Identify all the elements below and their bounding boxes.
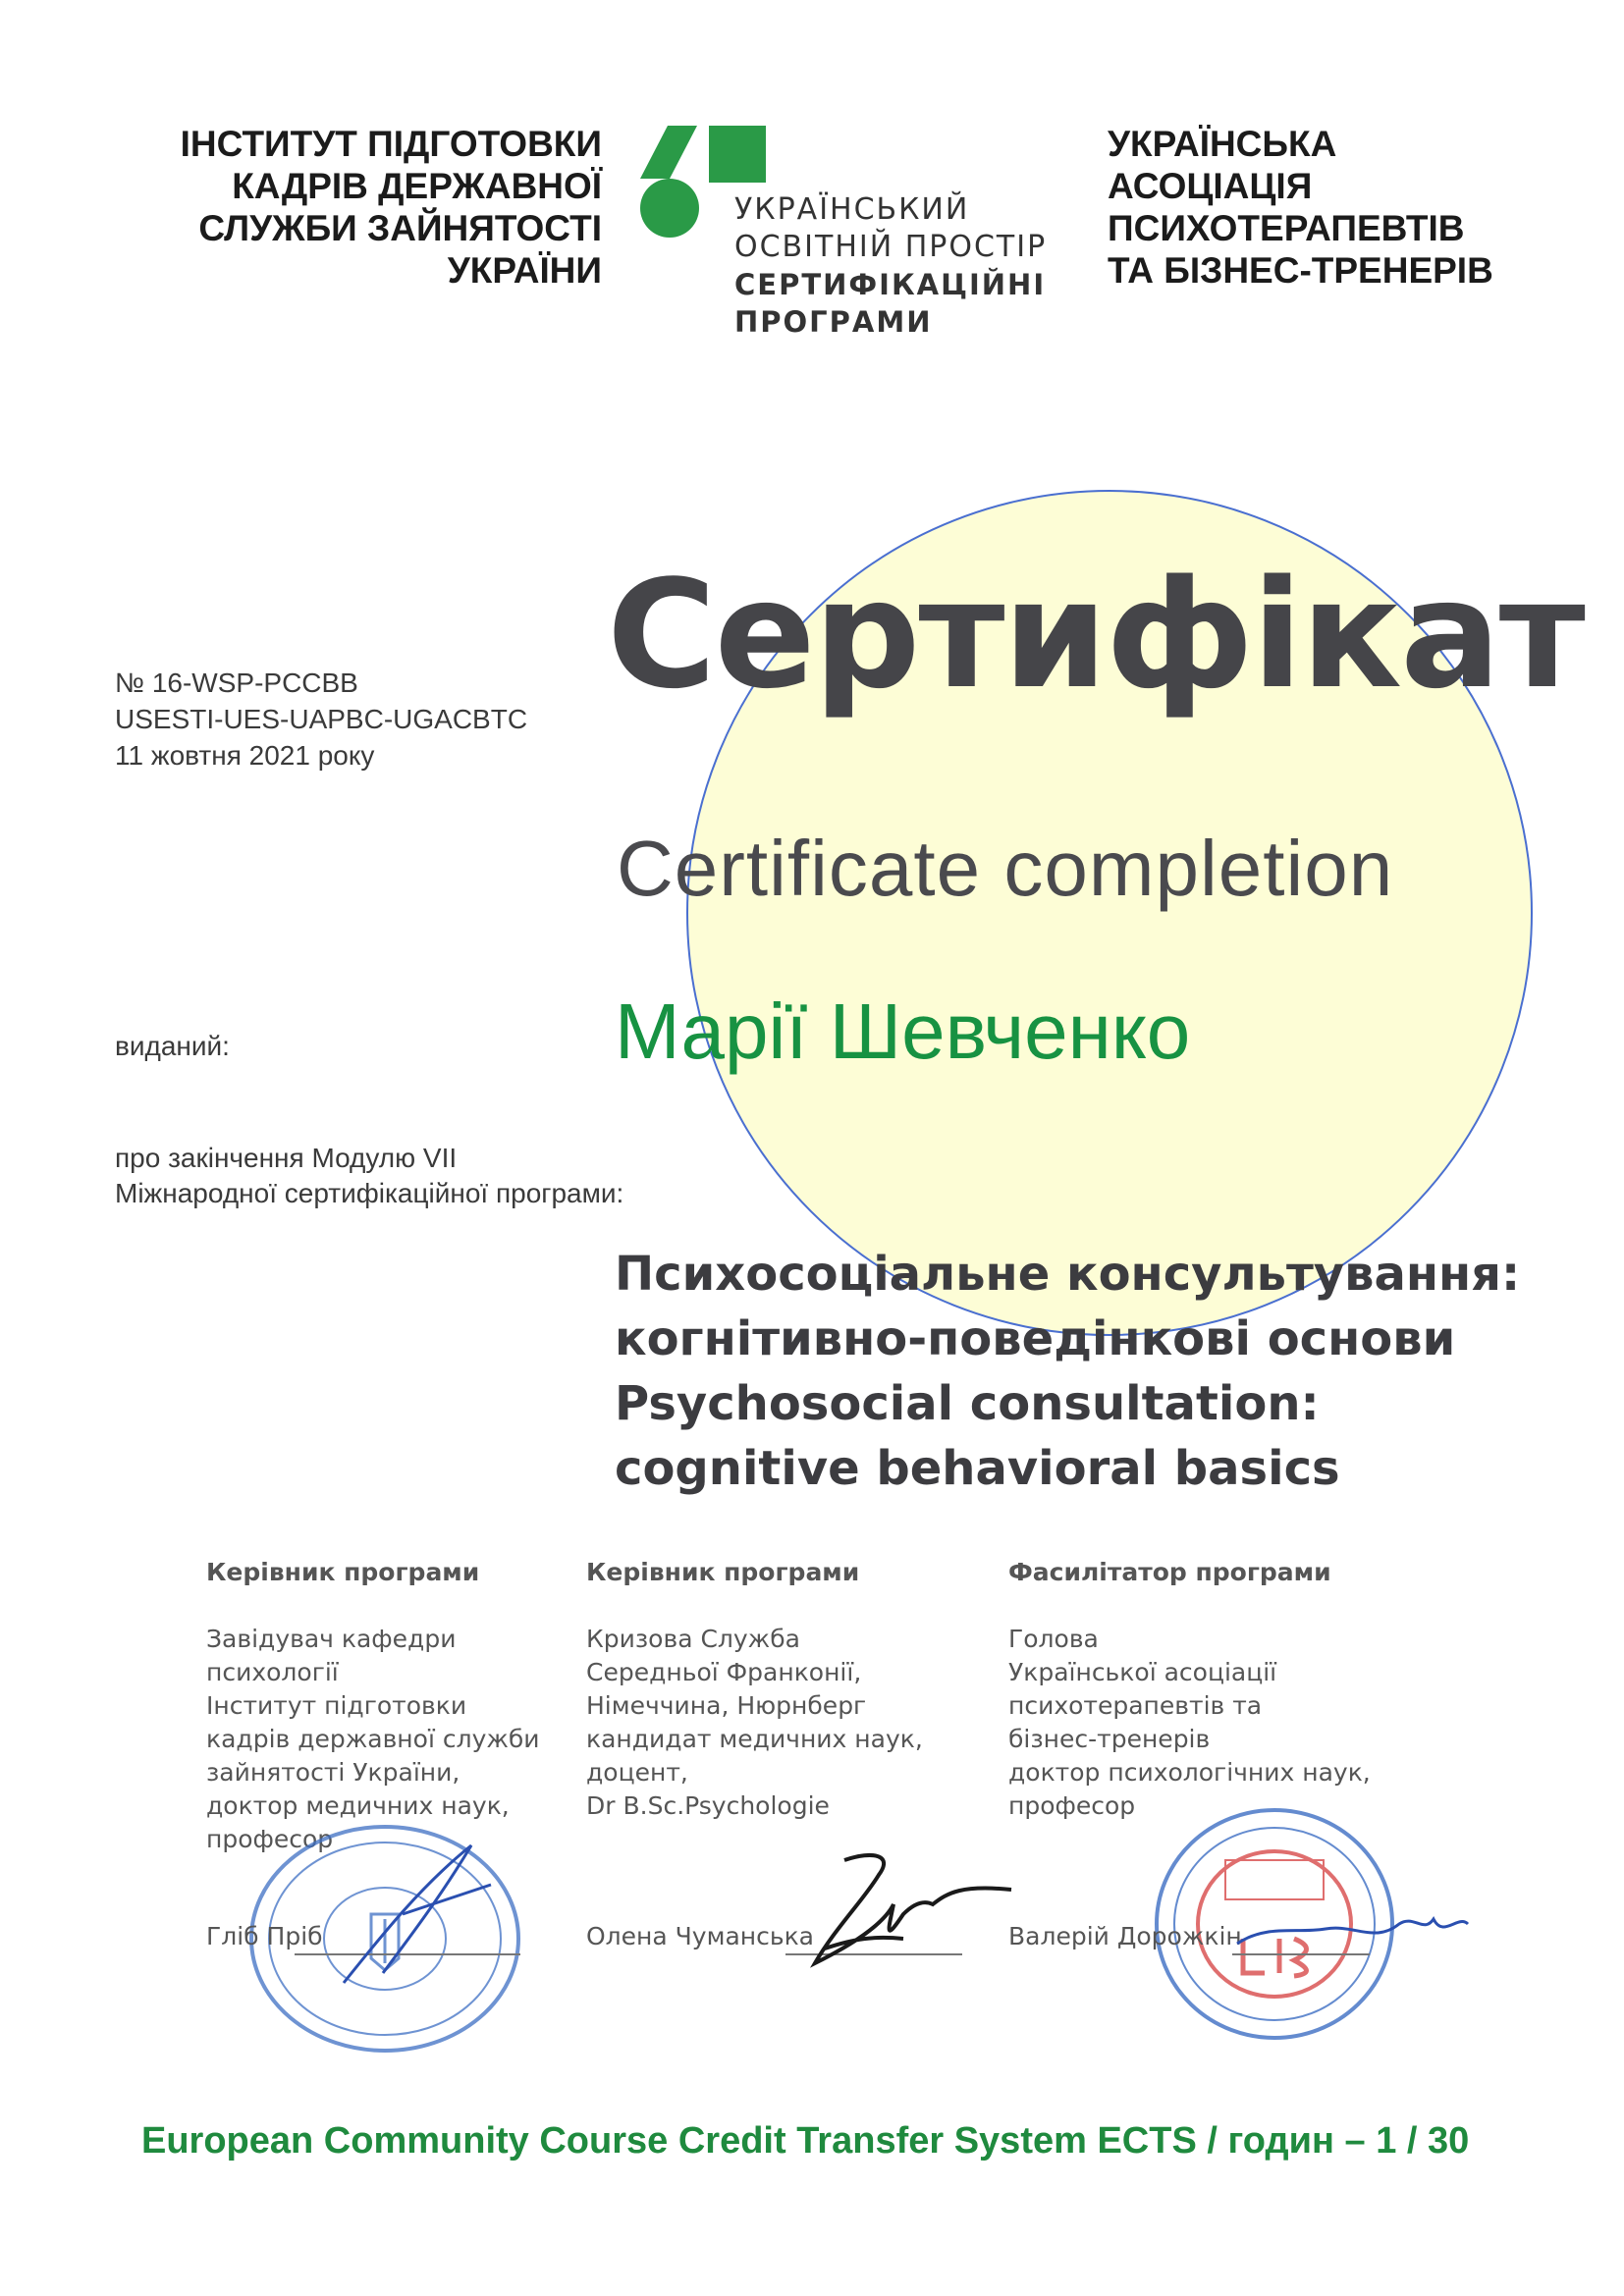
certificate-meta — [115, 665, 527, 774]
signatory-role: Керівник програми — [586, 1558, 860, 1586]
signature-3 — [1227, 1895, 1473, 1973]
certificate-code: USESTI-UES-UAPBC-UGACBTC — [115, 704, 528, 734]
certificate-subtitle: Certificate completion — [617, 825, 1394, 912]
institute-name: ІНСТИТУТ ПІДГОТОВКИ КАДРІВ ДЕРЖАВНОЇ СЛУЖБИ ЗАЙНЯТОСТІ УКРАЇНИ — [180, 124, 602, 291]
recipient-name: Марії Шевченко — [615, 988, 1191, 1075]
certificate-date: 11 жовтня 2021 року — [115, 740, 375, 771]
certificate-number: № 16-WSP-PCCBB — [115, 667, 358, 698]
signatory-2: Керівник програми Кризова Служба Середньої Франконії, Німеччина, Нюрнберг кандидат медичних наук, доцент, Dr B.Sc.Psychologie — [586, 1556, 940, 1823]
signatory-role: Керівник програми — [206, 1558, 480, 1586]
signatory-name-1: Гліб Пріб — [206, 1922, 323, 1950]
signature-2 — [785, 1845, 1041, 1983]
signatory-name-2: Олена Чуманська — [586, 1922, 815, 1950]
certificate-title: Сертифікат — [607, 548, 1584, 721]
association-name: УКРАЇНСЬКА АСОЦІАЦІЯ ПСИХОТЕРАПЕВТІВ ТА БІЗНЕС-ТРЕНЕРІВ — [1108, 124, 1493, 291]
logo-text: УКРАЇНСЬКИЙ ОСВІТНІЙ ПРОСТІР СЕРТИФІКАЦІЙНІ ПРОГРАМИ — [734, 192, 1048, 339]
signatory-name-3: Валерій Дорожкін — [1008, 1922, 1242, 1950]
completion-statement: про закінчення Модулю VII Міжнародної сертифікаційної програми: — [115, 1143, 624, 1208]
course-title: Психосоціальне консультування: когнітивно-поведінкові основи Psychosocial consultation: cognitive behavioral basics — [615, 1247, 1521, 1496]
signatory-role: Фасилітатор програми — [1008, 1558, 1331, 1586]
signatory-3: Фасилітатор програми Голова Української асоціації психотерапевтів та бізнес-тренерів доктор психологічних наук, професор — [1008, 1556, 1401, 1823]
issued-label: виданий: — [115, 1031, 230, 1061]
signatory-1: Керівник програми Завідувач кафедри психології Інститут підготовки кадрів державної служби зайнятості України, доктор медичних наук, професор — [206, 1556, 560, 1856]
ects-footer: European Community Course Credit Transfer System ECTS / годин – 1 / 30 — [141, 2120, 1470, 2162]
signature-1 — [324, 1826, 520, 1993]
